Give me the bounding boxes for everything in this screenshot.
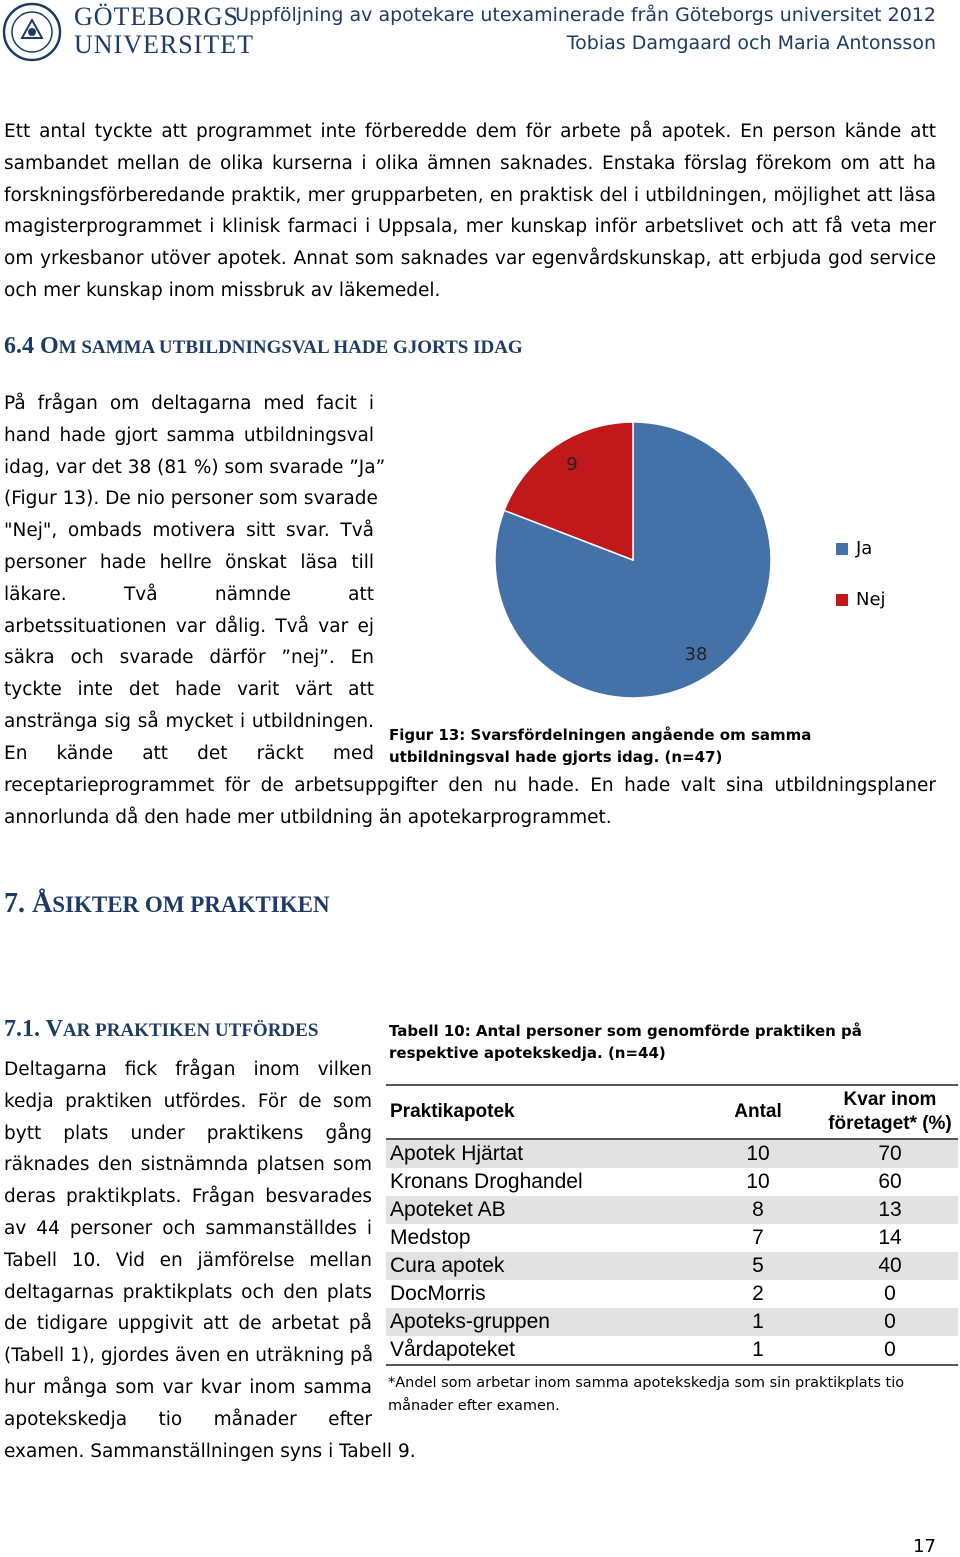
cell-antal: 5 [694, 1252, 822, 1280]
header-antal: Antal [694, 1085, 822, 1139]
table-row [386, 1224, 958, 1252]
section-7-heading: 7. ÅSIKTER OM PRAKTIKEN [4, 888, 330, 919]
cell-praktikapotek: Medstop [390, 1226, 471, 1249]
table-row [386, 1252, 958, 1280]
text-line: räknades den sistnämnda platsen som [4, 1154, 372, 1176]
legend-swatch-nej [836, 594, 848, 606]
legend-swatch-ja [836, 543, 848, 555]
cell-kvar: 0 [884, 1282, 896, 1305]
table-row [386, 1336, 958, 1365]
table-row [386, 1196, 958, 1224]
table-footnote: *Andel som arbetar inom samma apotekskedja som sin praktikplats tio månader efter examen. [388, 1375, 905, 1414]
text-line: deras praktikplats. Frågan besvarades [4, 1186, 372, 1208]
cell-antal: 7 [752, 1226, 764, 1249]
section-7-1-paragraph-left [4, 1054, 372, 1436]
cell-praktikapotek: Apotek Hjärtat [386, 1139, 694, 1168]
cell-kvar: 0 [822, 1308, 958, 1336]
text-line: kedja praktiken utfördes. För de som [4, 1090, 372, 1112]
cell-antal: 8 [694, 1196, 822, 1224]
text-line: arbetssituationen var dålig. Två var ej [4, 615, 374, 637]
text-line: "Nej", ombads motivera sitt svar. Två [4, 520, 374, 542]
cell-kvar: 60 [878, 1170, 902, 1193]
text-line: En kände att det räckt med [4, 742, 374, 764]
text-line: av 44 personer och sammanställdes i [4, 1217, 372, 1239]
text-line: annorlunda då den hade mer utbildning än apotekarprogrammet. [4, 806, 612, 828]
table-row [386, 1139, 958, 1168]
university-name-line2: UNIVERSITET [74, 30, 254, 59]
text-line: deltagarnas praktikplats och den plats [4, 1281, 372, 1303]
table-row [386, 1308, 958, 1336]
chart-legend [836, 538, 886, 610]
cell-antal: 10 [746, 1170, 770, 1193]
text-line: hur många som var kvar inom samma [4, 1376, 372, 1398]
legend-item-ja [836, 538, 886, 559]
pie-label-ja: 38 [684, 644, 708, 665]
cell-praktikapotek: Vårdapoteket [386, 1336, 694, 1365]
practice-table [386, 1084, 958, 1366]
text-line: Deltagarna fick frågan inom vilken [4, 1059, 372, 1080]
section-6-4-paragraph-full [4, 770, 936, 834]
text-line: säkra och svarade därför ”nej”. En [4, 647, 374, 669]
cell-praktikapotek: Kronans Droghandel [390, 1170, 583, 1193]
cell-praktikapotek: DocMorris [390, 1282, 486, 1305]
header-title: Uppföljning av apotekare utexaminerade från Göteborgs universitet 2012 [235, 4, 936, 26]
text-line: bytt plats under praktikens gång [4, 1122, 372, 1144]
page-number: 17 [913, 1536, 936, 1557]
pie-chart [480, 420, 800, 720]
text-line: Tabell 10. Vid en jämförelse mellan [4, 1249, 372, 1271]
text-line: personer hade hellre önskat läsa till [4, 551, 374, 573]
cell-kvar: 40 [822, 1252, 958, 1280]
university-name-line1: GÖTEBORGS [74, 2, 240, 31]
intro-paragraph: Ett antal tyckte att programmet inte förberedde dem för arbete på apotek. En person kände att sambandet mellan de olika kurserna i olika ämnen saknades. Enstaka förslag förekom om att ha forskningsförberedande praktik, mer grupparbeten, en praktisk del i utbildningen, möjlighet att läsa magisterprogrammet i klinisk farmaci i Uppsala, mer kunskap inför arbetslivet och att få veta mer om yrkesbanor utöver apotek. Annat som saknades var egenvårdskunskap, att erbjuda god service och mer kunskap inom missbruk av läkemedel. [4, 121, 936, 301]
cell-praktikapotek: Apoteks-gruppen [386, 1308, 694, 1336]
header-kvar: Kvar inom företaget* (%) [822, 1085, 958, 1139]
text-line: På frågan om deltagarna med facit i [4, 393, 374, 414]
cell-kvar: 0 [822, 1336, 958, 1365]
text-line: (Tabell 1), gjordes även en uträkning på [4, 1345, 374, 1367]
text-line: (Figur 13). De nio personer som svarade [4, 488, 378, 510]
table-row [386, 1280, 958, 1308]
cell-praktikapotek: Apoteket AB [386, 1196, 694, 1224]
cell-kvar: 13 [822, 1196, 958, 1224]
section-7-1-heading: 7.1. VAR PRAKTIKEN UTFÖRDES [4, 1016, 319, 1042]
legend-item-nej [836, 589, 886, 610]
text-line: receptarieprogrammet för de arbetsuppgifter den nu hade. En hade valt sina utbildningsplaner [4, 775, 936, 796]
section-6-4-heading: 6.4 OM SAMMA UTBILDNINGSVAL HADE GJORTS IDAG [4, 333, 523, 359]
section-6-4-paragraph-left [4, 388, 386, 770]
table-row [386, 1168, 958, 1196]
text-line: de tidigare uppgivit att de arbetat på [4, 1313, 372, 1335]
text-line: läkare. Två nämnde att [4, 583, 374, 605]
university-seal-logo [2, 2, 62, 62]
legend-label-ja: Ja [856, 538, 873, 559]
text-line: hand hade gjort samma utbildningsval [4, 424, 374, 446]
section-7-1-paragraph-last: examen. Sammanställningen syns i Tabell 9. [4, 1441, 416, 1462]
text-line: anstränga sig så mycket i utbildningen. [4, 710, 374, 732]
cell-kvar: 14 [878, 1226, 902, 1249]
cell-antal: 1 [694, 1308, 822, 1336]
text-line: apotekskedja tio månader efter [4, 1408, 372, 1430]
text-line: tyckte inte det hade varit värt att [4, 679, 374, 701]
legend-label-nej: Nej [856, 589, 886, 610]
header-authors: Tobias Damgaard och Maria Antonsson [566, 32, 936, 54]
header-praktikapotek: Praktikapotek [386, 1085, 694, 1139]
pie-label-nej: 9 [566, 454, 578, 475]
cell-antal: 1 [694, 1336, 822, 1365]
cell-kvar: 70 [822, 1139, 958, 1168]
cell-antal: 2 [752, 1282, 764, 1305]
figure-caption: Figur 13: Svarsfördelningen angående om samma utbildningsval hade gjorts idag. (n=47) [389, 726, 812, 766]
text-line: idag, var det 38 (81 %) som svarade ”Ja” [4, 456, 386, 478]
table-caption: Tabell 10: Antal personer som genomförde praktiken på respektive apotekskedja. (n=44) [389, 1022, 862, 1062]
table-header-row [386, 1085, 958, 1139]
cell-praktikapotek: Cura apotek [386, 1252, 694, 1280]
cell-antal: 10 [694, 1139, 822, 1168]
